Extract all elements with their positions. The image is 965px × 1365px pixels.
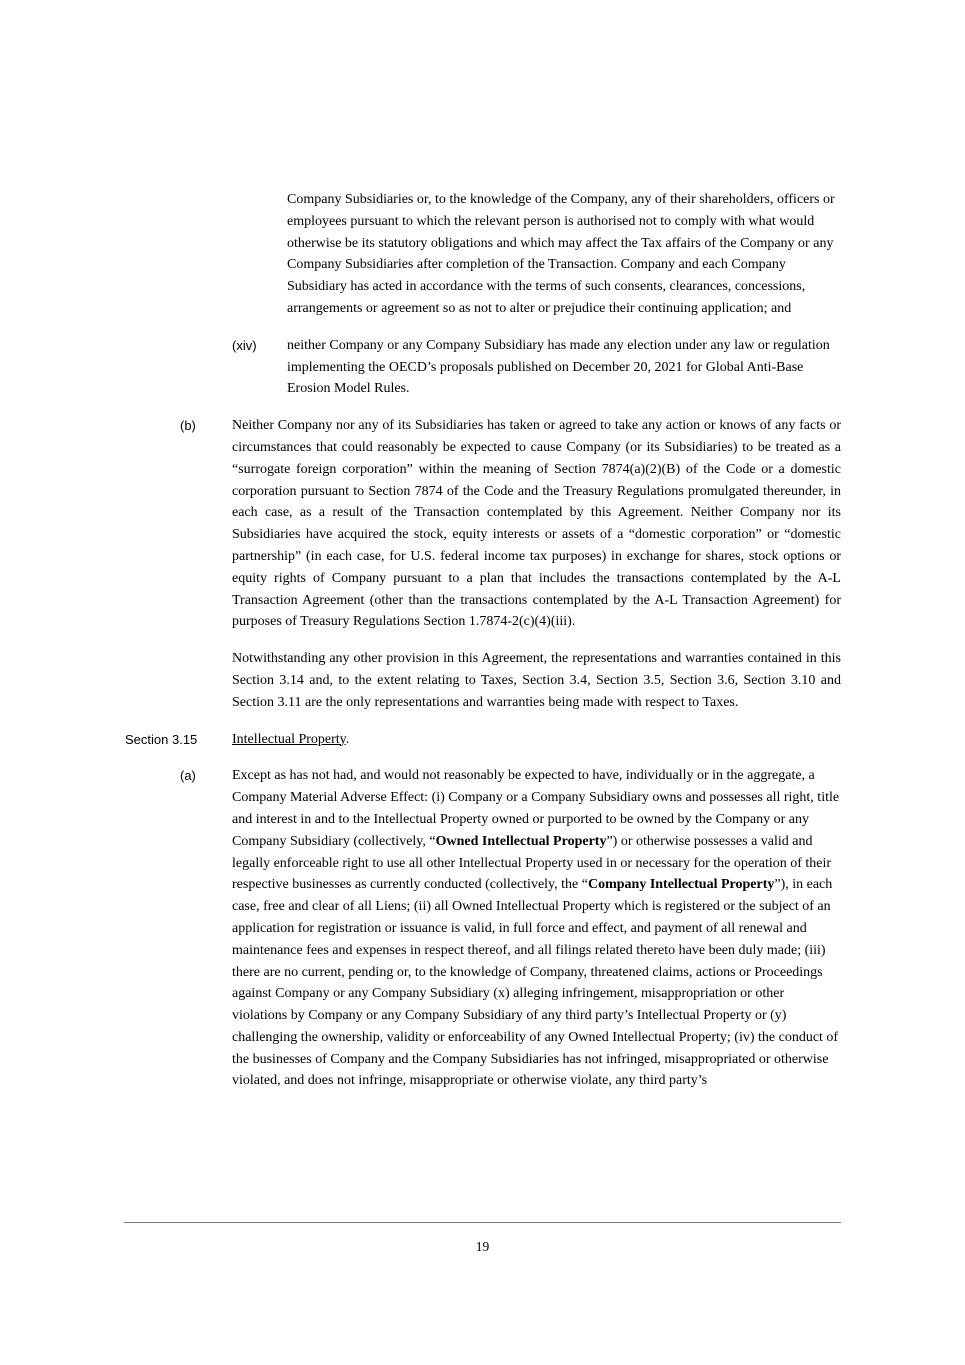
paragraph-text-segment: Except as has not had, and would not reasonably be expected to have, individually or in the aggregate, a Company Material Adverse Effect: (i) Company or a Company Subsidiary owns and possesses all right, title and interest in and to the Intellectual Property owned or purported to be owned by the Company or any Company Subsidiary (collectively, “ (232, 768, 840, 849)
list-item-xiv-text: neither Company or any Company Subsidiary has made any election under any law or regulation implementing the OECD’s proposals published on December 20, 2021 for Global Anti-Base Erosion Model Rules. (287, 337, 830, 397)
list-item-xiv-label: (xiv) (232, 337, 257, 353)
paragraph-text: Notwithstanding any other provision in this Agreement, the representations and warranties contained in this Section 3.14 and, to the extent relating to Taxes, Section 3.4, Section 3.5, Section 3.6, Section 3.10 and Section 3.11 are the only representations and warranties being made with respect to Taxes. (232, 651, 841, 710)
section-heading-line (232, 729, 841, 751)
section-number: Section 3.15 (125, 731, 198, 747)
document-content (0, 189, 965, 1107)
paragraph-text-segment: ”), in each case, free and clear of all Liens; (ii) all Owned Intellectual Property which is registered or the subject of an application for registration or issuance is valid, in full force and effect, and payment of all renewal and maintenance fees and expenses in respect thereof, and all filings related thereto have been duly made; (iii) there are no current, pending or, to the knowledge of Company, threatened claims, actions or Proceedings against Company or any Company Subsidiary (x) alleging infringement, misappropriation or other violations by Company or any Company Subsidiary of any third party’s Intellectual Property or (y) challenging the ownership, validity or enforceability of any Owned Intellectual Property; (iv) the conduct of the businesses of Company and the Company Subsidiaries has not infringed, misappropriated or otherwise violated, and does not infringe, misappropriate or otherwise violate, any third party’s (232, 877, 839, 1089)
paragraph-xiii-continuation (0, 189, 965, 320)
list-item-b-text: Neither Company nor any of its Subsidiaries has taken or agreed to take any action or knows of any facts or circumstances that could reasonably be expected to cause Company (or its Subsidiaries) to be treated as a “surrogate foreign corporation” within the meaning of Section 7874(a)(2)(B) of the Code or a domestic corporation pursuant to Section 7874 of the Code and the Treasury Regulations promulgated thereunder, in each case, as a result of the Transaction contemplated by this Agreement. Neither Company nor its Subsidiaries have acquired the stock, equity interests or assets of a “domestic corporation” or “domestic partnership” (in each case, for U.S. federal income tax purposes) in exchange for shares, stock options or equity rights of Company pursuant to a plan that includes the transactions contemplated by the A-L Transaction Agreement (other than the transactions contemplated by the A-L Transaction Agreement) for purposes of Treasury Regulations Section 1.7874-2(c)(4)(iii). (232, 418, 841, 630)
section-title-period: . (345, 731, 350, 747)
defined-term-company-intellectual-property: Company Intellectual Property (587, 877, 775, 893)
footer-divider (124, 1222, 841, 1223)
section-heading-3-15 (0, 729, 965, 751)
list-item-a-label: (a) (180, 768, 196, 784)
paragraph-text-segment: ”) or otherwise possesses a valid and legally enforceable right to use all other Intellectual Property used in or necessary for the operation of their respective businesses as currently conducted (collectively, the “ (232, 833, 832, 893)
list-item-a (0, 765, 965, 1092)
section-title: Intellectual Property (232, 731, 346, 747)
list-item-xiv (0, 335, 965, 400)
list-item-b-label: (b) (180, 418, 196, 434)
paragraph-notwithstanding (0, 648, 965, 713)
list-item-b (0, 415, 965, 633)
list-item-a-text (232, 765, 841, 1092)
page-number: 19 (475, 1239, 490, 1254)
defined-term-owned-intellectual-property: Owned Intellectual Property (435, 833, 607, 849)
paragraph-text: Company Subsidiaries or, to the knowledge of the Company, any of their shareholders, officers or employees pursuant to which the relevant person is authorised not to comply with what would otherwise be its statutory obligations and which may affect the Tax affairs of the Company or any Company Subsidiaries after completion of the Transaction. Company and each Company Subsidiary has acted in accordance with the terms of such consents, clearances, concessions, arrangements or agreement so as not to alter or prejudice their continuing application; and (287, 192, 835, 316)
